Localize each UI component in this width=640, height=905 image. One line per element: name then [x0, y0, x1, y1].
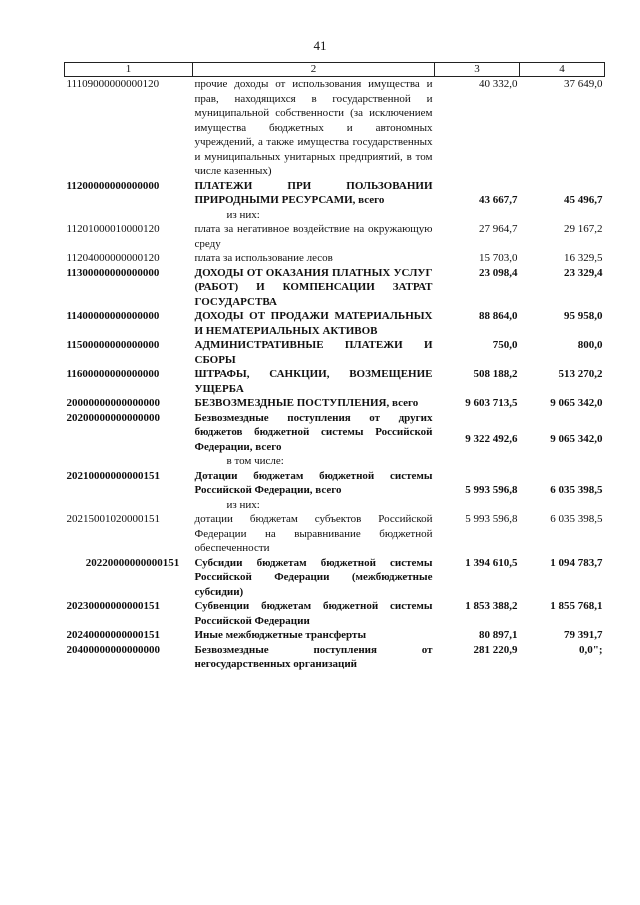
- table-row: [65, 469, 605, 513]
- header-col-3: 3: [435, 63, 520, 77]
- row-description-cell: [193, 599, 435, 628]
- row-value-col3: 1 853 388,2: [465, 600, 518, 612]
- row-description-cell: [193, 628, 435, 643]
- row-description: Иные межбюджетные трансферты: [194, 629, 367, 641]
- row-description: Безвозмездные поступления от негосударственных организаций: [194, 643, 433, 670]
- row-description: ПЛАТЕЖИ ПРИ ПОЛЬЗОВАНИИ ПРИРОДНЫМИ РЕСУРСАМИ, всего: [194, 179, 433, 206]
- table-row: [65, 77, 605, 179]
- row-description-cell: [193, 556, 435, 600]
- row-value-col3: 15 703,0: [479, 252, 518, 264]
- row-value-col3: 43 667,7: [479, 194, 518, 206]
- table-row: [65, 396, 605, 411]
- row-value-col3: 40 332,0: [479, 78, 518, 90]
- row-value-col4: 513 270,2: [558, 368, 603, 380]
- row-value-col3: 508 188,2: [473, 368, 518, 380]
- row-code: 11204000000000120: [66, 252, 160, 264]
- row-description-cell: [193, 512, 435, 556]
- header-col-4: 4: [520, 63, 605, 77]
- row-value-col4: 0,0";: [578, 643, 603, 656]
- row-code: 20215001020000151: [66, 513, 160, 525]
- row-code: 20210000000000151: [66, 469, 160, 482]
- row-code: 20230000000000151: [66, 600, 160, 612]
- table-row: [65, 512, 605, 556]
- row-description: Субсидии бюджетам бюджетной системы Российской Федерации (межбюджетные субсидии): [194, 556, 433, 598]
- row-value-col4: 800,0: [577, 339, 603, 351]
- row-value-col4: 6 035 398,5: [550, 513, 603, 525]
- row-value-col3: 5 993 596,8: [465, 484, 518, 496]
- row-description-cell: [193, 179, 435, 223]
- row-description: Дотации бюджетам бюджетной системы Российской Федерации, всего: [194, 469, 433, 496]
- row-code: 20400000000000000: [66, 643, 160, 656]
- row-value-col3: 750,0: [492, 339, 518, 351]
- table-row: [65, 222, 605, 251]
- row-value-col4: 1 855 768,1: [550, 600, 603, 612]
- row-value-col4: 29 167,2: [564, 223, 603, 235]
- row-value-col4: 9 065 342,0: [550, 433, 603, 446]
- row-value-col4: 23 329,4: [564, 266, 603, 279]
- row-value-col3: 1 394 610,5: [465, 556, 518, 569]
- row-code: 20220000000000151: [85, 556, 180, 569]
- row-description-cell: [193, 338, 435, 367]
- row-value-col3: 23 098,4: [479, 266, 518, 279]
- row-note: из них:: [226, 208, 260, 221]
- row-description-cell: [193, 367, 435, 396]
- row-value-col4: 1 094 783,7: [550, 556, 603, 569]
- row-description: АДМИНИСТРАТИВНЫЕ ПЛАТЕЖИ И СБОРЫ: [194, 339, 433, 366]
- table-row: [65, 643, 605, 672]
- header-col-1: 1: [65, 63, 193, 77]
- row-description-cell: [193, 469, 435, 513]
- header-col-2: 2: [193, 63, 435, 77]
- row-value-col3: 9 322 492,6: [465, 433, 518, 446]
- row-code: 20000000000000000: [66, 397, 160, 409]
- row-description-cell: [193, 309, 435, 338]
- row-value-col4: 79 391,7: [564, 629, 603, 641]
- row-description: Безвозмездные поступления от других бюджетов бюджетной системы Российской Федерации, всего: [194, 411, 433, 453]
- row-value-col4: 9 065 342,0: [550, 397, 603, 409]
- table-row: [65, 266, 605, 310]
- table-row: [65, 556, 605, 600]
- row-value-col3: 27 964,7: [479, 223, 518, 235]
- row-description: БЕЗВОЗМЕЗДНЫЕ ПОСТУПЛЕНИЯ, всего: [194, 397, 419, 409]
- row-code: 11600000000000000: [66, 368, 160, 380]
- table-row: [65, 251, 605, 266]
- row-value-col3: 80 897,1: [479, 629, 518, 641]
- table-header-row: [65, 63, 605, 77]
- row-note: из них:: [226, 498, 260, 511]
- table-row: [65, 628, 605, 643]
- row-code: 11200000000000000: [66, 179, 160, 192]
- row-description-cell: [193, 266, 435, 310]
- row-value-col3: 281 220,9: [473, 643, 518, 656]
- row-code: 11400000000000000: [66, 310, 160, 322]
- page-number: 41: [313, 38, 327, 53]
- row-description-cell: [193, 251, 435, 266]
- row-description-cell: [193, 396, 435, 411]
- table-row: [65, 599, 605, 628]
- table-row: [65, 411, 605, 469]
- row-value-col3: 9 603 713,5: [465, 397, 518, 409]
- row-code: 20240000000000151: [66, 629, 160, 641]
- row-value-col4: 45 496,7: [564, 194, 603, 206]
- row-value-col3: 5 993 596,8: [465, 513, 518, 525]
- row-description: плата за негативное воздействие на окружающую среду: [194, 223, 433, 250]
- row-value-col3: 88 864,0: [479, 310, 518, 322]
- row-note: в том числе:: [226, 455, 284, 467]
- row-code: 11300000000000000: [66, 266, 160, 279]
- budget-table: [64, 62, 605, 672]
- row-description-cell: [193, 411, 435, 469]
- row-value-col4: 95 958,0: [564, 310, 603, 322]
- row-description: дотации бюджетам субъектов Российской Федерации на выравнивание бюджетной обеспеченности: [194, 513, 433, 554]
- row-code: 11109000000000120: [66, 78, 160, 90]
- table-row: [65, 309, 605, 338]
- row-code: 11500000000000000: [66, 339, 160, 351]
- row-description: Субвенции бюджетам бюджетной системы Российской Федерации: [194, 600, 433, 627]
- row-value-col4: 37 649,0: [564, 78, 603, 90]
- row-value-col4: 6 035 398,5: [550, 484, 603, 496]
- row-description: ШТРАФЫ, САНКЦИИ, ВОЗМЕЩЕНИЕ УЩЕРБА: [194, 368, 433, 395]
- row-code: 20200000000000000: [66, 411, 160, 424]
- row-description-cell: [193, 222, 435, 251]
- row-description-cell: [193, 77, 435, 179]
- row-value-col4: 16 329,5: [564, 252, 603, 264]
- row-description-cell: [193, 643, 435, 672]
- table-row: [65, 338, 605, 367]
- row-description: плата за использование лесов: [194, 252, 333, 264]
- row-code: 11201000010000120: [66, 223, 160, 235]
- table-row: [65, 367, 605, 396]
- row-description: ДОХОДЫ ОТ ОКАЗАНИЯ ПЛАТНЫХ УСЛУГ (РАБОТ) И КОМПЕНСАЦИИ ЗАТРАТ ГОСУДАРСТВА: [194, 266, 433, 308]
- row-description: прочие доходы от использования имущества и прав, находящихся в государственной и муниципальной собственности (за исключением имущества бюджетных и автономных учреждений, а также имущества государственных и муниципальных унитарных предприятий, в том числе казенных): [194, 78, 433, 177]
- row-description: ДОХОДЫ ОТ ПРОДАЖИ МАТЕРИАЛЬНЫХ И НЕМАТЕРИАЛЬНЫХ АКТИВОВ: [194, 310, 433, 337]
- table-row: [65, 179, 605, 223]
